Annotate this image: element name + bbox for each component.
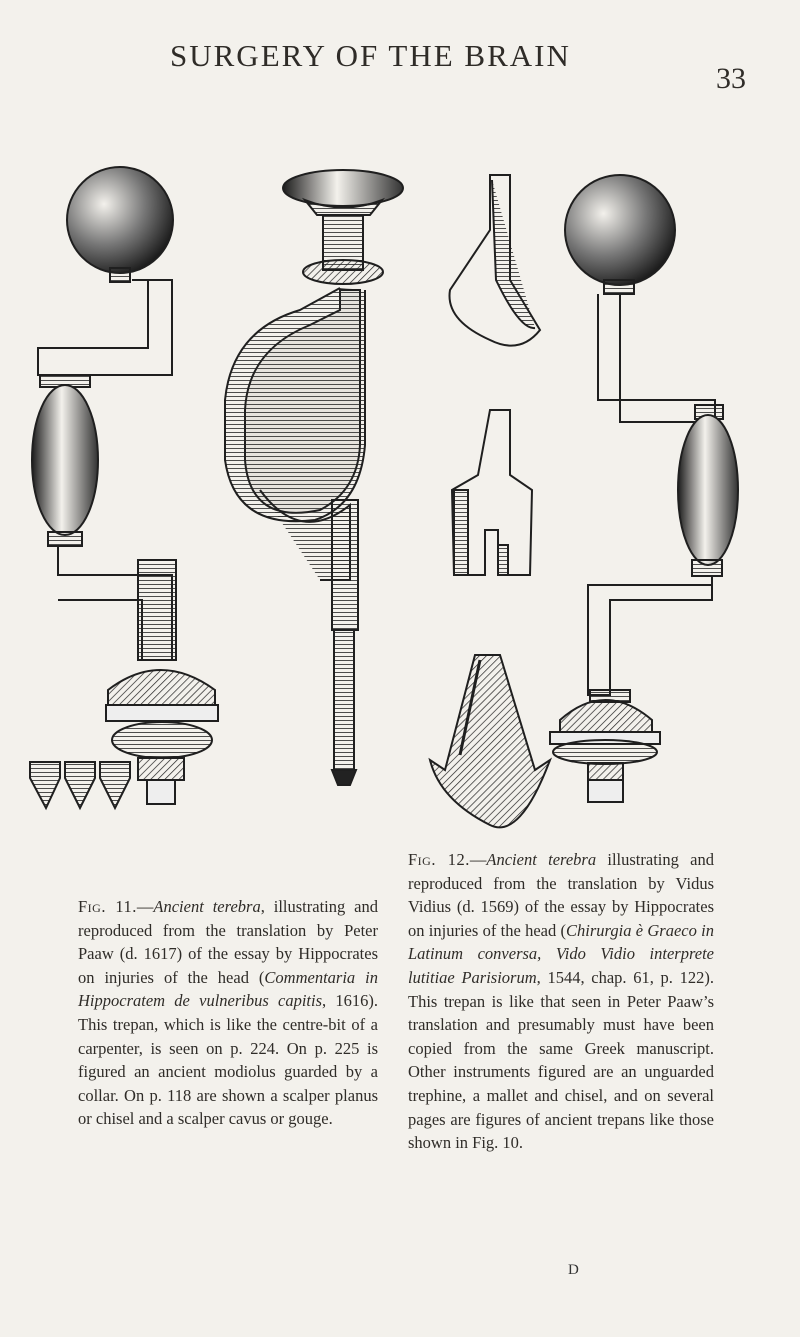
figure-11-label: Fig. 11. [78,897,137,916]
running-title: SURGERY OF THE BRAIN [170,38,571,73]
instrument-engravings [20,160,800,840]
figure-11-text-2: , 1616). This trepan, which is like the centre-bit of a carpenter, is seen on p. 224. On p. 225 is figured an ancient modiolus guarded by a collar. On p. 118 are shown a scalper planus or chisel and a scalper cavus or gouge. [78,991,378,1129]
figure-12-work-title: Chirurgia è Graeco in Latinum conversa, Vido Vidio interprete lutitiae Parisiorum [408,920,714,987]
figure-11-title: Ancient terebra [153,897,261,916]
figure-12-label: Fig. 12. [408,850,470,869]
fig11-left-trepan [30,167,218,808]
figure-11-work-title: Commentaria in Hippocratem de vulneribus capitis [78,967,378,1011]
page-number: 33 [716,62,746,95]
figure-11-dash: — [136,897,154,916]
figure-12-text-1: illustrating and reproduced from the translation by Vidus Vidius (d. 1569) of the essay by Hippocrates on injuries of the head ( [408,850,715,940]
figure-12-text-2: , 1544, chap. 61, p. 122). This trepan is like that seen in Peter Paaw’s translation and presumably must have been copied from the same Greek manuscript. Other instruments figured are an unguarded trephine, a mallet and chisel, and on several pages are figures of ancient trepans like those shown in Fig. 10. [408,967,714,1153]
figure-11-caption [78,895,378,1131]
fig12-right-trepan [550,175,738,802]
fig12-small-instruments [430,175,550,827]
signature-mark: D [568,1262,579,1278]
figure-12-caption [408,848,714,1155]
figure-12-title: Ancient terebra [486,850,597,869]
figure-11-text-1: , illustrating and reproduced from the translation by Peter Paaw (d. 1617) of the essay by Hippocrates on injuries of the head ( [78,897,378,987]
figure-12-dash: — [469,850,487,869]
fig11-brace [225,170,403,785]
